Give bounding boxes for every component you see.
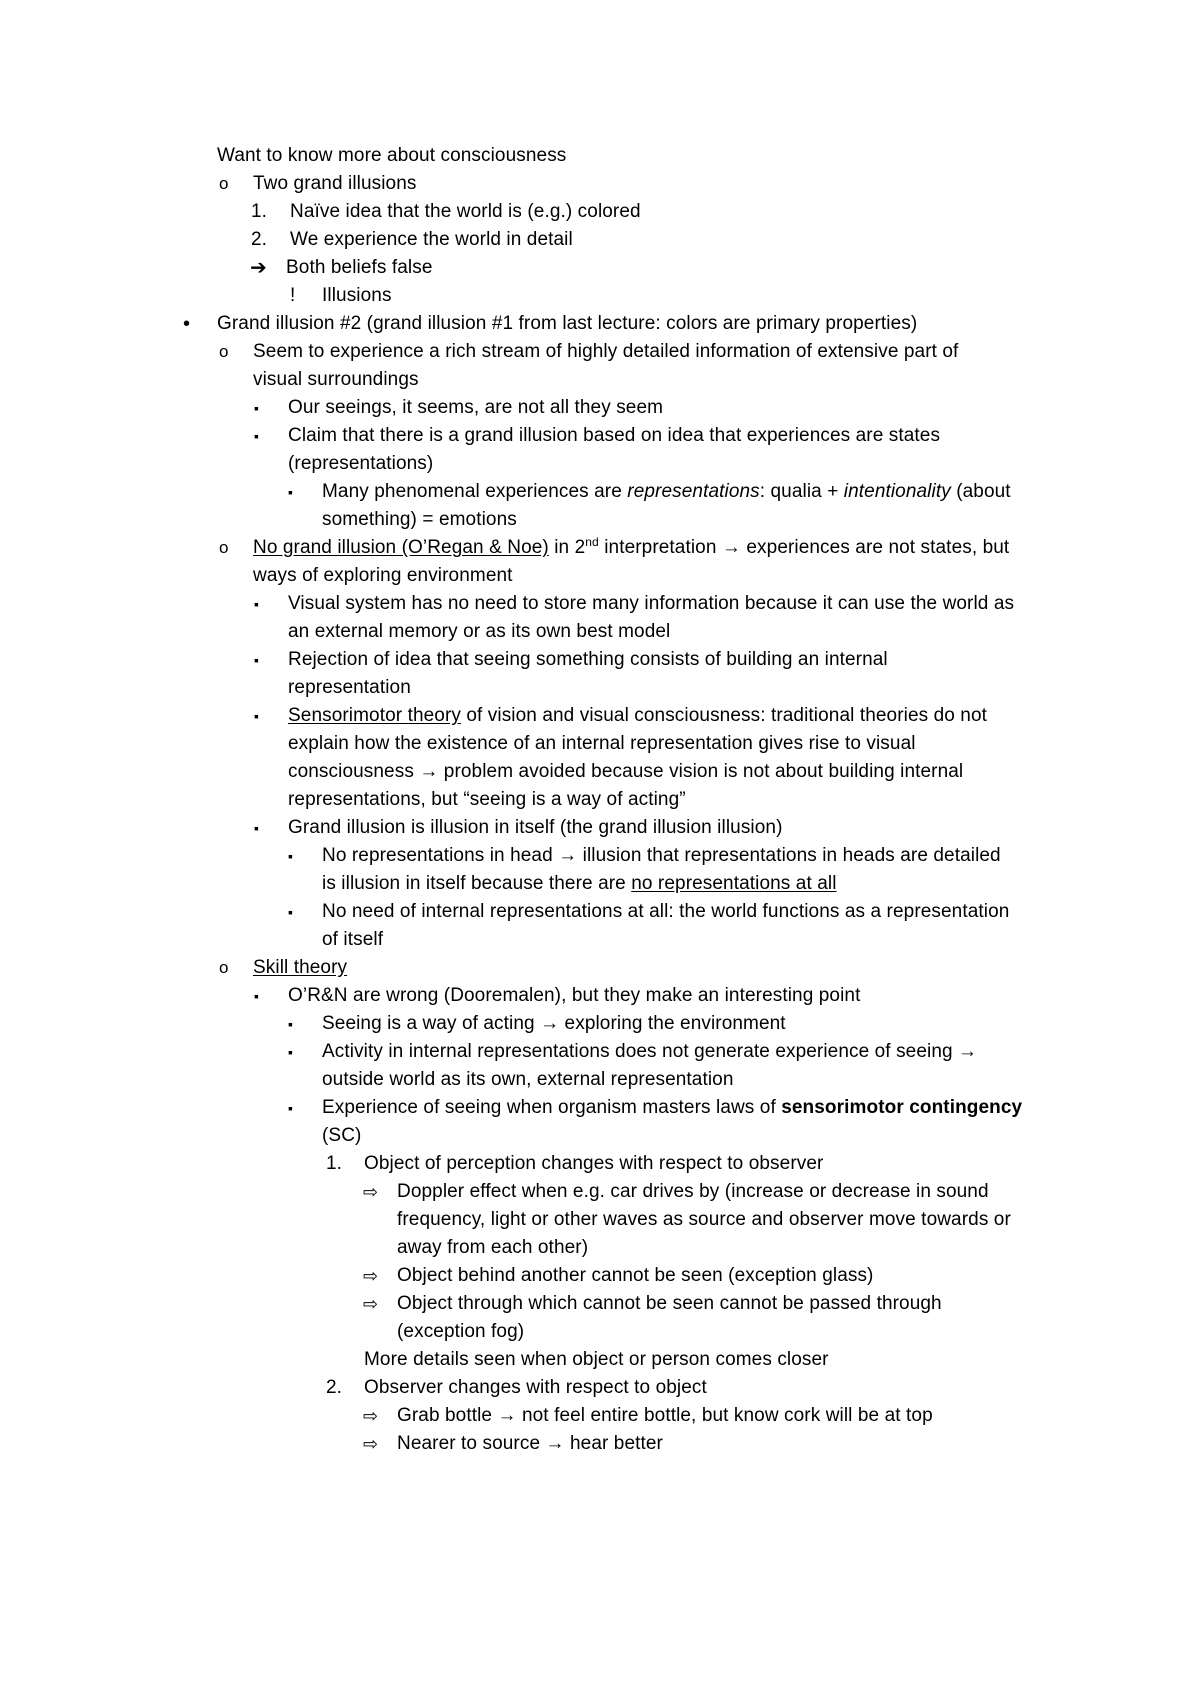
text-line: Seem to experience a rich stream of highly detailed information of extensive part of: [253, 341, 959, 362]
underlined-term: no representations at all: [631, 873, 837, 894]
list-number: 2.: [251, 229, 268, 250]
text-line: visual surroundings: [253, 369, 419, 390]
list-number: 1.: [326, 1153, 343, 1174]
text-line: something) = emotions: [322, 509, 517, 530]
square-bullet-icon: ▪: [254, 708, 260, 724]
text-run: exploring the environment: [559, 1013, 786, 1034]
italic-term: representations: [627, 481, 760, 502]
text-line: Two grand illusions: [253, 173, 417, 194]
text-line: [397, 1404, 933, 1428]
square-bullet-icon: ▪: [288, 1044, 294, 1060]
text-line: (representations): [288, 453, 434, 474]
text-run: Activity in internal representations does not generate experience of seeing: [322, 1041, 959, 1062]
bold-term: sensorimotor contingency: [781, 1097, 1023, 1118]
text-line: [288, 760, 963, 784]
exclamation-bullet-icon: !: [290, 285, 296, 306]
text-line: (SC): [322, 1125, 362, 1146]
square-bullet-icon: ▪: [288, 848, 294, 864]
circle-bullet-icon: o: [219, 174, 229, 193]
text-line: [322, 872, 837, 896]
text-line: [322, 1096, 1022, 1120]
text-run: illusion that representations in heads are detailed: [577, 845, 1001, 866]
circle-bullet-icon: o: [219, 958, 229, 977]
text-run: Nearer to source: [397, 1433, 546, 1454]
text-line: [288, 704, 987, 728]
text-run: Seeing is a way of acting: [322, 1013, 541, 1034]
text-line: Rejection of idea that seeing something consists of building an internal: [288, 649, 888, 670]
hollow-arrow-icon: ⇨: [363, 1266, 379, 1286]
arrow-glyph: →: [540, 1013, 560, 1034]
text-run: is illusion in itself because there are: [322, 873, 632, 894]
arrow-glyph: →: [721, 537, 741, 558]
square-bullet-icon: ▪: [254, 596, 260, 612]
text-run: Many phenomenal experiences are: [322, 481, 628, 502]
circle-bullet-icon: o: [219, 342, 229, 361]
circle-bullet-icon: o: [219, 538, 229, 557]
bullet-icon: •: [183, 313, 191, 335]
arrow-glyph: →: [419, 761, 439, 782]
text-line: [253, 536, 1009, 560]
text-line: [322, 1040, 977, 1064]
arrow-glyph: →: [545, 1433, 565, 1454]
list-number: 1.: [251, 201, 268, 222]
text-line: [253, 956, 347, 980]
text-line: Naïve idea that the world is (e.g.) colored: [290, 201, 641, 222]
hollow-arrow-icon: ⇨: [363, 1406, 379, 1426]
text-line: Visual system has no need to store many information because it can use the world as: [288, 593, 1015, 614]
square-bullet-icon: ▪: [254, 428, 260, 444]
hollow-arrow-icon: ⇨: [363, 1182, 379, 1202]
text-line: [397, 1432, 663, 1456]
text-run: Grab bottle: [397, 1405, 498, 1426]
text-line: an external memory or as its own best model: [288, 621, 671, 642]
square-bullet-icon: ▪: [254, 400, 260, 416]
underlined-term: No grand illusion (O’Regan & Noe): [253, 537, 549, 558]
text-line: Both beliefs false: [286, 257, 433, 278]
text-line: [322, 844, 1001, 868]
text-run: No representations in head: [322, 845, 559, 866]
text-run: (about: [950, 481, 1011, 502]
text-line: Object of perception changes with respect to observer: [364, 1153, 824, 1174]
text-line: [322, 480, 1011, 504]
text-line: Grand illusion #2 (grand illusion #1 from last lecture: colors are primary properties): [217, 313, 918, 334]
text-line: More details seen when object or person comes closer: [364, 1349, 829, 1370]
square-bullet-icon: ▪: [288, 1100, 294, 1116]
text-line: O’R&N are wrong (Dooremalen), but they make an interesting point: [288, 985, 861, 1006]
text-line: explain how the existence of an internal representation gives rise to visual: [288, 733, 916, 754]
hollow-arrow-icon: ⇨: [363, 1294, 379, 1314]
text-line: representation: [288, 677, 411, 698]
text-line: Grand illusion is illusion in itself (the grand illusion illusion): [288, 817, 783, 838]
text-line: ways of exploring environment: [253, 565, 513, 586]
text-line: of itself: [322, 929, 384, 950]
text-run: hear better: [564, 1433, 663, 1454]
bold-arrow-icon: ➔: [250, 257, 267, 279]
text-line: outside world as its own, external representation: [322, 1069, 734, 1090]
text-run: consciousness: [288, 761, 420, 782]
hollow-arrow-icon: ⇨: [363, 1434, 379, 1454]
text-line: frequency, light or other waves as source and observer move towards or: [397, 1209, 1011, 1230]
text-line: Our seeings, it seems, are not all they seem: [288, 397, 664, 418]
square-bullet-icon: ▪: [254, 652, 260, 668]
text-run: : qualia +: [759, 481, 844, 502]
text-run: of vision and visual consciousness: traditional theories do not: [460, 705, 988, 726]
text-line: Doppler effect when e.g. car drives by (increase or decrease in sound: [397, 1181, 989, 1202]
square-bullet-icon: ▪: [254, 820, 260, 836]
text-line: Claim that there is a grand illusion based on idea that experiences are states: [288, 425, 941, 446]
square-bullet-icon: ▪: [288, 484, 294, 500]
text-line: We experience the world in detail: [290, 229, 573, 250]
text-run: problem avoided because vision is not about building internal: [438, 761, 964, 782]
text-line: No need of internal representations at all: the world functions as a representation: [322, 901, 1010, 922]
text-line: Object through which cannot be seen cannot be passed through: [397, 1293, 942, 1314]
text-run: Experience of seeing when organism masters laws of: [322, 1097, 782, 1118]
text-run: interpretation: [598, 537, 722, 558]
text-line: Observer changes with respect to object: [364, 1377, 707, 1398]
text-run: not feel entire bottle, but know cork will be at top: [516, 1405, 933, 1426]
text-run: experiences are not states, but: [741, 537, 1010, 558]
text-line: Object behind another cannot be seen (exception glass): [397, 1265, 874, 1286]
superscript: nd: [585, 535, 599, 549]
arrow-glyph: →: [497, 1405, 517, 1426]
text-line: representations, but “seeing is a way of acting”: [288, 789, 686, 810]
text-line: (exception fog): [397, 1321, 525, 1342]
square-bullet-icon: ▪: [288, 1016, 294, 1032]
square-bullet-icon: ▪: [254, 988, 260, 1004]
square-bullet-icon: ▪: [288, 904, 294, 920]
italic-term: intentionality: [843, 481, 951, 502]
list-number: 2.: [326, 1377, 343, 1398]
arrow-glyph: →: [558, 845, 578, 866]
text-line: Want to know more about consciousness: [217, 145, 567, 166]
arrow-glyph: →: [958, 1041, 978, 1062]
text-run: in 2: [548, 537, 586, 558]
text-line: away from each other): [397, 1237, 589, 1258]
text-line: [322, 1012, 786, 1036]
text-line: Illusions: [322, 285, 392, 306]
underlined-term: Skill theory: [253, 957, 348, 978]
underlined-term: Sensorimotor theory: [288, 705, 461, 726]
